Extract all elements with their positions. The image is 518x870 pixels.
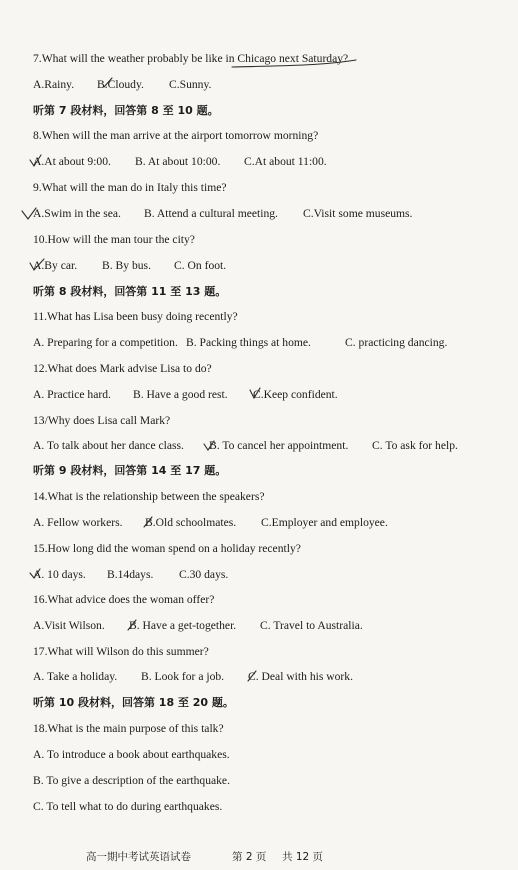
question-10-stem: 10.How will the man tour the city? <box>33 233 195 246</box>
option-9c: C.Visit some museums. <box>303 207 413 220</box>
question-13-stem: 13/Why does Lisa call Mark? <box>33 414 171 427</box>
option-8c: C.At about 11:00. <box>244 155 327 168</box>
option-16c: C. Travel to Australia. <box>260 619 363 632</box>
question-14-options <box>33 516 510 530</box>
option-18a: A. To introduce a book about earthquakes. <box>33 748 230 761</box>
question-10-options <box>33 259 510 273</box>
question-11-options <box>33 336 510 350</box>
option-15c: C.30 days. <box>179 568 229 581</box>
question-9-stem: 9.What will the man do in Italy this time? <box>33 181 227 194</box>
section-heading-7: 听第 7 段材料，回答第 8 至 10 题。 <box>33 104 219 117</box>
question-11-stem: 11.What has Lisa been busy doing recently? <box>33 310 238 323</box>
option-9b: B. Attend a cultural meeting. <box>144 207 278 220</box>
question-15-options <box>33 568 510 582</box>
option-8a: A.At about 9:00. <box>33 155 111 168</box>
question-18-stem: 18.What is the main purpose of this talk? <box>33 722 224 735</box>
question-12-stem: 12.What does Mark advise Lisa to do? <box>33 362 212 375</box>
option-12c: C.Keep confident. <box>253 388 338 401</box>
question-13-options <box>33 439 510 453</box>
option-10a: A.By car. <box>33 259 78 272</box>
option-16b: B. Have a get-together. <box>129 619 237 632</box>
question-16-options <box>33 619 510 633</box>
question-15-stem: 15.How long did the woman spend on a holiday recently? <box>33 542 301 555</box>
option-15a: A. 10 days. <box>33 568 86 581</box>
option-11c: C. practicing dancing. <box>345 336 448 349</box>
option-9a: A.Swim in the sea. <box>33 207 121 220</box>
section-heading-10: 听第 10 段材料，回答第 18 至 20 题。 <box>33 696 234 709</box>
question-7-options <box>33 78 510 92</box>
option-8b: B. At about 10:00. <box>135 155 221 168</box>
option-12b: B. Have a good rest. <box>133 388 228 401</box>
question-16-stem: 16.What advice does the woman offer? <box>33 593 215 606</box>
option-16a: A.Visit Wilson. <box>33 619 105 632</box>
option-11a: A. Preparing for a competition. <box>33 336 178 349</box>
question-17-stem: 17.What will Wilson do this summer? <box>33 645 209 658</box>
question-8-stem: 8.When will the man arrive at the airport tomorrow morning? <box>33 129 319 142</box>
option-10b: B. By bus. <box>102 259 151 272</box>
question-14-stem: 14.What is the relationship between the speakers? <box>33 490 265 503</box>
option-7c: C.Sunny. <box>169 78 212 91</box>
option-7a: A.Rainy. <box>33 78 75 91</box>
option-18c: C. To tell what to do during earthquakes. <box>33 800 223 813</box>
option-12a: A. Practice hard. <box>33 388 111 401</box>
option-14c: C.Employer and employee. <box>261 516 388 529</box>
option-13c: C. To ask for help. <box>372 439 458 452</box>
question-8-options <box>33 155 510 169</box>
option-15b: B.14days. <box>107 568 154 581</box>
option-13a: A. To talk about her dance class. <box>33 439 184 452</box>
option-17a: A. Take a holiday. <box>33 670 118 683</box>
section-heading-9: 听第 9 段材料，回答第 14 至 17 题。 <box>33 464 227 477</box>
option-14b: B.Old schoolmates. <box>145 516 237 529</box>
question-12-options <box>33 388 510 402</box>
option-17b: B. Look for a job. <box>141 670 225 683</box>
option-17c: C. Deal with his work. <box>248 670 353 683</box>
question-7-stem: 7.What will the weather probably be like in Chicago next Saturday? <box>33 52 349 65</box>
question-9-options <box>33 207 510 221</box>
page-footer <box>0 849 518 863</box>
option-18b: B. To give a description of the earthquake. <box>33 774 230 787</box>
section-heading-8: 听第 8 段材料，回答第 11 至 13 题。 <box>33 285 227 298</box>
page-total: 共 12 页 <box>282 851 324 863</box>
option-13b: B. To cancel her appointment. <box>209 439 349 452</box>
option-14a: A. Fellow workers. <box>33 516 123 529</box>
option-11b: B. Packing things at home. <box>186 336 311 349</box>
exam-title: 高一期中考试英语试卷 <box>86 851 191 863</box>
option-10c: C. On foot. <box>174 259 227 272</box>
question-17-options <box>33 670 510 684</box>
option-7b: B.Cloudy. <box>97 78 144 91</box>
page-number: 第 2 页 <box>232 851 267 863</box>
